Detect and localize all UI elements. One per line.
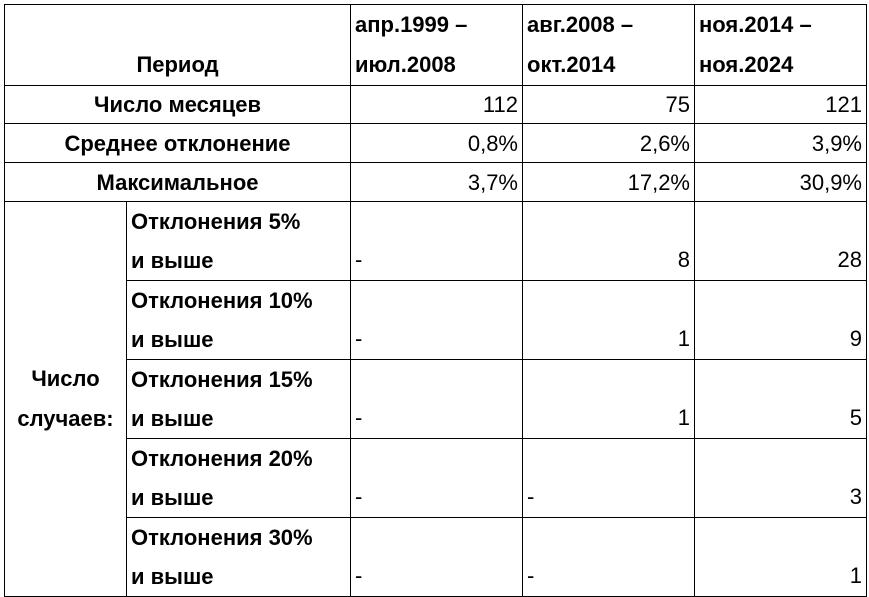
period-header: Период [5, 5, 351, 86]
row-label: Отклонения 30% и выше [127, 518, 351, 597]
table-cell: 1 [523, 281, 695, 360]
row-label: Число месяцев [5, 86, 351, 124]
row-label: Максимальное [5, 163, 351, 202]
table-cell: 5 [695, 360, 867, 439]
table-cell: 1 [523, 360, 695, 439]
table-cell: 1 [695, 518, 867, 597]
row-label: Отклонения 20% и выше [127, 439, 351, 518]
table-cell: 8 [523, 202, 695, 281]
deviation-table [4, 4, 867, 597]
stats-row [5, 124, 867, 163]
table-cell: 3 [695, 439, 867, 518]
stats-row [5, 86, 867, 124]
table-cell: - [523, 518, 695, 597]
table-cell: 75 [523, 86, 695, 124]
table-cell: 9 [695, 281, 867, 360]
table-cell: 17,2% [523, 163, 695, 202]
table-cell: 30,9% [695, 163, 867, 202]
table-cell: 112 [351, 86, 523, 124]
table-cell: 28 [695, 202, 867, 281]
cases-group-label: Число случаев: [5, 202, 127, 597]
table-cell: 0,8% [351, 124, 523, 163]
period-column-header: апр.1999 – июл.2008 [351, 5, 523, 86]
row-label: Отклонения 15% и выше [127, 360, 351, 439]
row-label: Среднее отклонение [5, 124, 351, 163]
table-cell: 3,9% [695, 124, 867, 163]
table-cell: - [351, 518, 523, 597]
row-label: Отклонения 5% и выше [127, 202, 351, 281]
table-cell: - [523, 439, 695, 518]
table-cell: 2,6% [523, 124, 695, 163]
cases-row [5, 202, 867, 281]
table-cell: - [351, 360, 523, 439]
table-cell: 3,7% [351, 163, 523, 202]
table-cell: 121 [695, 86, 867, 124]
table-cell: - [351, 202, 523, 281]
row-label: Отклонения 10% и выше [127, 281, 351, 360]
stats-row [5, 163, 867, 202]
period-column-header: авг.2008 – окт.2014 [523, 5, 695, 86]
table-cell: - [351, 281, 523, 360]
cases-row [5, 360, 867, 439]
period-column-header: ноя.2014 – ноя.2024 [695, 5, 867, 86]
table-cell: - [351, 439, 523, 518]
cases-row [5, 281, 867, 360]
header-row [5, 5, 867, 86]
cases-row [5, 518, 867, 597]
cases-row [5, 439, 867, 518]
